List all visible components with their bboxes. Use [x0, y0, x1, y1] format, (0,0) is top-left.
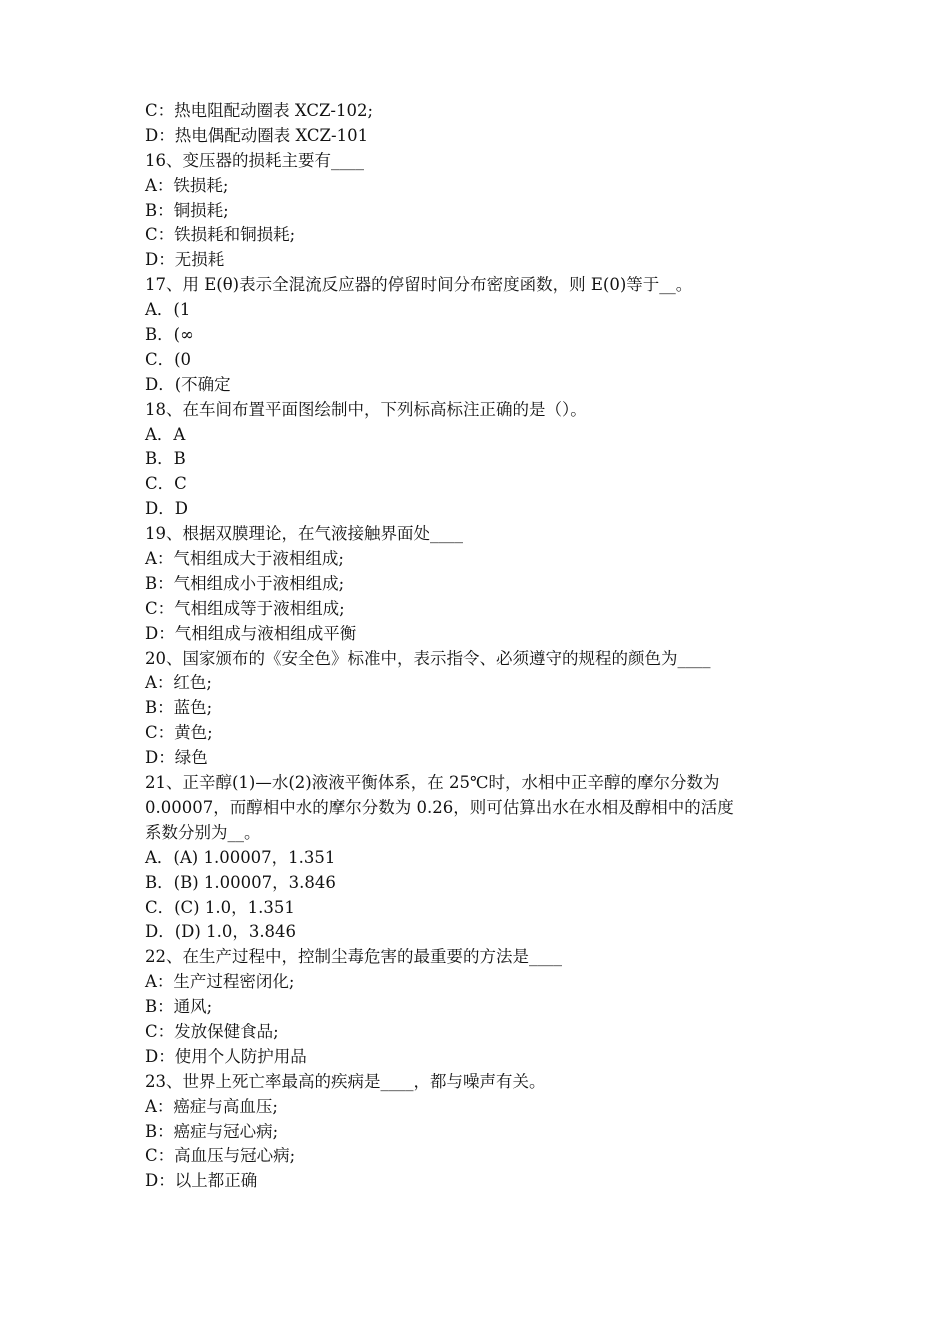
option-line: A．(A) 1.00007，1.351 [145, 847, 336, 867]
option-line: B：气相组成小于液相组成; [145, 573, 345, 593]
option-line: B．(B) 1.00007，3.846 [145, 872, 336, 892]
option-line: C．C [145, 474, 187, 494]
document-body [145, 99, 825, 1194]
option-line: B．(∞ [145, 325, 194, 345]
question-23: 23、世界上死亡率最高的疾病是____，都与噪声有关。 [145, 1071, 546, 1091]
option-line: D．(不确定 [145, 374, 231, 394]
option-line: A．(1 [145, 300, 191, 320]
option-line: A：铁损耗; [145, 175, 229, 195]
question-22: 22、在生产过程中，控制尘毒危害的最重要的方法是____ [145, 947, 562, 967]
option-line: C．(0 [145, 349, 192, 369]
question-16: 16、变压器的损耗主要有____ [145, 150, 364, 170]
option-line: C：气相组成等于液相组成; [145, 598, 345, 618]
option-line: D：以上都正确 [145, 1171, 258, 1191]
question-18: 18、在车间布置平面图绘制中，下列标高标注正确的是（）。 [145, 399, 587, 419]
option-line: D．(D) 1.0，3.846 [145, 922, 297, 942]
option-line: C：高血压与冠心病; [145, 1146, 296, 1166]
option-line: D：绿色 [145, 748, 208, 768]
option-line: D：无损耗 [145, 250, 225, 270]
question-21-continued: 系数分别为__。 [145, 822, 261, 842]
question-19: 19、根据双膜理论，在气液接触界面处____ [145, 524, 463, 544]
option-line: D：使用个人防护用品 [145, 1046, 307, 1066]
option-line: D．D [145, 499, 188, 519]
option-line: B：铜损耗; [145, 200, 229, 220]
text-line: D：热电偶配动圈表 XCZ-101 [145, 125, 369, 145]
question-17: 17、用 E(θ)表示全混流反应器的停留时间分布密度函数，则 E(0)等于__。 [145, 275, 693, 295]
option-line: A．A [145, 424, 186, 444]
option-line: C：发放保健食品; [145, 1021, 279, 1041]
option-line: C．(C) 1.0，1.351 [145, 897, 295, 917]
question-20: 20、国家颁布的《安全色》标准中，表示指令、必须遵守的规程的颜色为____ [145, 648, 711, 668]
option-line: C：铁损耗和铜损耗; [145, 225, 296, 245]
option-line: B：蓝色; [145, 698, 213, 718]
text-line: C：热电阻配动圈表 XCZ-102; [145, 101, 374, 120]
option-line: A：癌症与高血压; [145, 1096, 278, 1116]
option-line: A：红色; [145, 673, 212, 693]
option-line: A：气相组成大于液相组成; [145, 549, 344, 569]
option-line: C：黄色; [145, 723, 213, 743]
option-line: D：气相组成与液相组成平衡 [145, 623, 357, 643]
option-line: A：生产过程密闭化; [145, 972, 295, 992]
question-21: 21、正辛醇(1)—水(2)液液平衡体系，在 25℃时，水相中正辛醇的摩尔分数为 [145, 773, 720, 793]
question-21-continued: 0.00007，而醇相中水的摩尔分数为 0.26，则可估算出水在水相及醇相中的活度 [145, 797, 734, 817]
option-line: B．B [145, 449, 186, 469]
option-line: B：通风; [145, 997, 213, 1017]
option-line: B：癌症与冠心病; [145, 1121, 279, 1141]
